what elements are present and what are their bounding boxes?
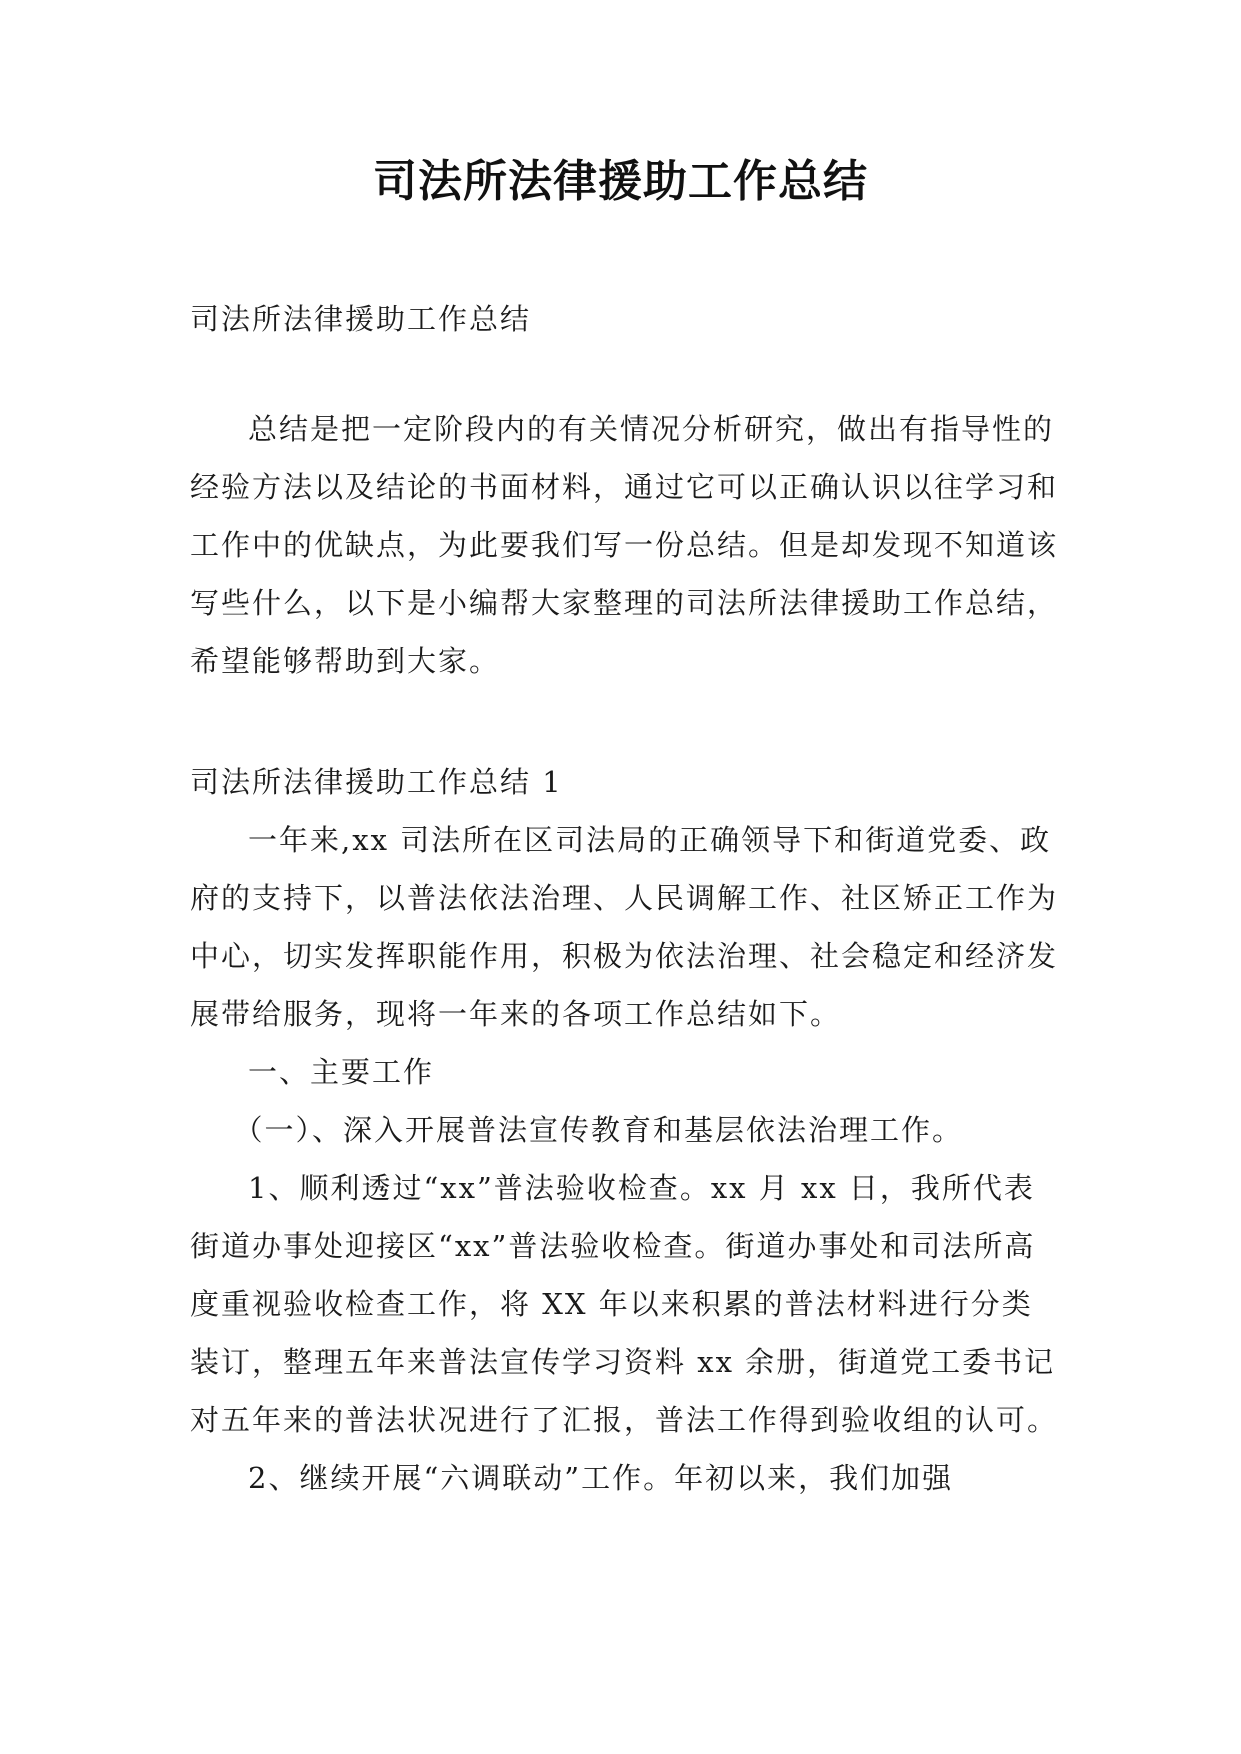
heading-subsection-1: （一）、深入开展普法宣传教育和基层依法治理工作。 [233,1113,964,1147]
intro-paragraph: 总结是把一定阶段内的有关情况分析研究，做出有指导性的经验方法以及结论的书面材料，通过它可以正确认识以往学习和工作中的优缺点，为此要我们写一份总结。但是却发现不知道该写些什么，以下是小编帮大家整理的司法所法律援助工作总结，希望能够帮助到大家。 [190,412,1059,678]
document-title: 司法所法律援助工作总结 [373,156,868,207]
paragraph-item-1: 1、顺利透过“xx”普法验收检查。xx 月 xx 日，我所代表街道办事处迎接区“xx”普法验收检查。街道办事处和司法所高度重视验收检查工作，将 XX 年以来积累的普法材料进行分类装订，整理五年来普法宣传学习资料 xx 余册，街道党工委书记对五年来的普法状况进行了汇报，普法工作得到验收组的认可。 [190,1171,1059,1437]
intro-section [190,400,1060,690]
paragraph-overview: 一年来,xx 司法所在区司法局的正确领导下和街道党委、政府的支持下，以普法依法治理、人民调解工作、社区矫正工作为中心，切实发挥职能作用，积极为依法治理、社会稳定和经济发展带给服务，现将一年来的各项工作总结如下。 [190,823,1059,1031]
section-1 [190,753,1060,1507]
section-heading: 司法所法律援助工作总结 1 [190,765,563,799]
heading-main-work: 一、主要工作 [248,1055,435,1089]
document-subtitle: 司法所法律援助工作总结 [190,302,532,336]
paragraph-item-2: 2、继续开展“六调联动”工作。年初以来，我们加强 [248,1461,954,1495]
